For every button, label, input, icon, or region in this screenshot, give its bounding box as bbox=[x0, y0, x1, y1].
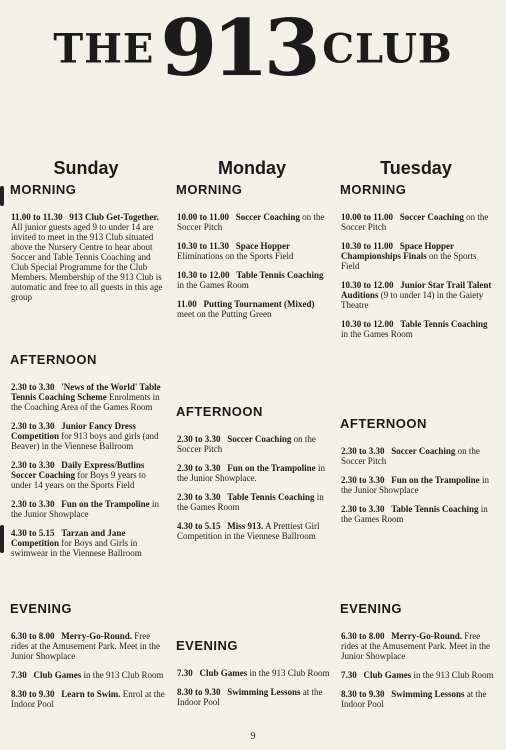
schedule-entry bbox=[177, 463, 331, 483]
schedule-entry bbox=[341, 689, 495, 709]
entry-title: Club Games bbox=[363, 670, 412, 680]
entry-details: on the Sports Field bbox=[341, 251, 477, 271]
entry-details: in the Games Room bbox=[177, 492, 324, 512]
day-heading-monday: Monday bbox=[217, 158, 286, 178]
entry-title: Table Tennis Coaching bbox=[227, 492, 315, 502]
section-label-evening: EVENING bbox=[176, 638, 239, 653]
schedule-entry bbox=[11, 460, 165, 490]
entry-details: Enrolments in the Coaching Area of the Games Room bbox=[11, 392, 160, 412]
page-title bbox=[0, 3, 506, 94]
schedule-entry bbox=[341, 446, 495, 466]
entry-title: Putting Tournament (Mixed) bbox=[203, 299, 315, 309]
entry-time: 2.30 to 3.30 bbox=[11, 382, 55, 392]
entry-details: in the Junior Showplace bbox=[341, 475, 489, 495]
day-heading-sunday: Sunday bbox=[53, 158, 119, 178]
entry-title: Soccer Coaching bbox=[227, 434, 292, 444]
entry-time: 2.30 to 3.30 bbox=[341, 475, 385, 485]
entry-time: 10.30 to 11.00 bbox=[341, 241, 394, 251]
entry-title: 913 Club Get-Together. bbox=[69, 212, 159, 222]
sunday-evening-events bbox=[11, 631, 165, 718]
entry-details: Eliminations on the Sports Field bbox=[177, 251, 294, 261]
schedule-entry bbox=[177, 241, 331, 261]
entry-time: 10.00 to 11.00 bbox=[341, 212, 394, 222]
entry-time: 10.30 to 12.00 bbox=[341, 319, 394, 329]
section-label-evening: EVENING bbox=[10, 601, 73, 616]
entry-title: Tarzan and Jane Competition bbox=[11, 528, 126, 548]
schedule-entry bbox=[11, 631, 165, 661]
section-label-morning: MORNING bbox=[176, 182, 243, 197]
section-label-afternoon: AFTERNOON bbox=[176, 404, 263, 419]
schedule-entry bbox=[177, 492, 331, 512]
monday-afternoon-events bbox=[177, 434, 331, 550]
entry-time: 8.30 to 9.30 bbox=[177, 687, 221, 697]
schedule-entry bbox=[177, 434, 331, 454]
entry-details: on the Soccer Pitch bbox=[177, 434, 316, 454]
schedule-entry bbox=[177, 668, 331, 678]
entry-time: 2.30 to 3.30 bbox=[341, 504, 385, 514]
schedule-entry bbox=[11, 421, 165, 451]
schedule-entry bbox=[341, 475, 495, 495]
schedule-entry bbox=[341, 504, 495, 524]
entry-details: in the Games Room bbox=[177, 280, 249, 290]
binding-mark bbox=[0, 525, 4, 553]
entry-details: A Prettiest Girl Competition in the Viennese Ballroom bbox=[177, 521, 320, 541]
entry-time: 11.00 bbox=[177, 299, 197, 309]
entry-time: 7.30 bbox=[341, 670, 357, 680]
schedule-entry bbox=[177, 270, 331, 290]
entry-title: Club Games bbox=[33, 670, 82, 680]
entry-time: 2.30 to 3.30 bbox=[11, 460, 55, 470]
page-number: 9 bbox=[250, 731, 256, 742]
schedule-entry bbox=[11, 499, 165, 519]
entry-time: 2.30 to 3.30 bbox=[341, 446, 385, 456]
entry-time: 6.30 to 8.00 bbox=[11, 631, 55, 641]
entry-time: 10.30 to 12.00 bbox=[341, 280, 394, 290]
title-the: THE bbox=[53, 25, 155, 73]
schedule-entry bbox=[11, 670, 165, 680]
entry-time: 10.00 to 11.00 bbox=[177, 212, 230, 222]
entry-title: Miss 913. bbox=[227, 521, 264, 531]
sunday-afternoon-events bbox=[11, 382, 165, 567]
section-label-morning: MORNING bbox=[10, 182, 77, 197]
entry-time: 2.30 to 3.30 bbox=[177, 434, 221, 444]
schedule-entry bbox=[11, 382, 165, 412]
entry-details: in the Games Room bbox=[341, 504, 488, 524]
entry-title: Junior Star Trail Talent Auditions bbox=[341, 280, 492, 300]
entry-title: Fun on the Trampoline bbox=[61, 499, 150, 509]
day-heading-tuesday: Tuesday bbox=[380, 158, 452, 178]
entry-time: 7.30 bbox=[11, 670, 27, 680]
entry-details: Enrol at the Indoor Pool bbox=[11, 689, 165, 709]
section-label-morning: MORNING bbox=[340, 182, 407, 197]
entry-title: Table Tennis Coaching bbox=[236, 270, 324, 280]
entry-title: Club Games bbox=[199, 668, 248, 678]
entry-details: in the Junior Showplace bbox=[11, 499, 159, 519]
entry-time: 4.30 to 5.15 bbox=[177, 521, 221, 531]
entry-details: for 913 boys and girls (and Beaver) in the Viennese Ballroom bbox=[11, 431, 159, 451]
entry-details: in the Junior Showplace. bbox=[177, 463, 325, 483]
entry-details: in the Games Room bbox=[341, 329, 413, 339]
schedule-entry bbox=[341, 280, 495, 310]
schedule-entry bbox=[177, 687, 331, 707]
monday-morning-events bbox=[177, 212, 331, 328]
entry-title: Merry-Go-Round. bbox=[61, 631, 132, 641]
entry-details: on the Soccer Pitch bbox=[341, 212, 489, 232]
entry-time: 11.00 to 11.30 bbox=[11, 212, 63, 222]
entry-title: Space Hopper Championships Finals bbox=[341, 241, 454, 261]
entry-details: in the 913 Club Room bbox=[247, 668, 330, 678]
schedule-entry bbox=[177, 212, 331, 232]
entry-title: Space Hopper bbox=[235, 241, 291, 251]
monday-evening-events bbox=[177, 668, 331, 716]
entry-title: Fun on the Trampoline bbox=[227, 463, 316, 473]
section-label-evening: EVENING bbox=[340, 601, 403, 616]
tuesday-afternoon-events bbox=[341, 446, 495, 533]
entry-details: for Boys 9 years to under 14 years on the Sports Field bbox=[11, 470, 146, 490]
entry-details: at the Indoor Pool bbox=[341, 689, 487, 709]
schedule-entry bbox=[341, 631, 495, 661]
entry-title: Soccer Coaching bbox=[391, 446, 456, 456]
schedule-entry bbox=[11, 528, 165, 558]
entry-details: All junior guests aged 9 to under 14 are invited to meet in the 913 Club situated above the Nursery Centre to hear about Soccer and Table Tennis Coaching and Club Special Programme for the Club Members. Membership of the 913 Club is automatic and free to all guests in this age group bbox=[11, 222, 163, 302]
entry-details: at the Indoor Pool bbox=[177, 687, 323, 707]
binding-mark bbox=[0, 186, 4, 206]
schedule-entry bbox=[341, 212, 495, 232]
entry-details: meet on the Putting Green bbox=[177, 309, 272, 319]
schedule-entry bbox=[341, 670, 495, 680]
entry-title: Table Tennis Coaching bbox=[391, 504, 479, 514]
entry-details: Free rides at the Amusement Park. Meet in the Junior Showplace bbox=[11, 631, 160, 661]
section-label-afternoon: AFTERNOON bbox=[10, 352, 97, 367]
entry-time: 4.30 to 5.15 bbox=[11, 528, 55, 538]
entry-time: 2.30 to 3.30 bbox=[11, 499, 55, 509]
schedule-entry bbox=[11, 689, 165, 709]
entry-time: 2.30 to 3.30 bbox=[11, 421, 55, 431]
schedule-entry bbox=[341, 241, 495, 271]
entry-details: on the Soccer Pitch bbox=[177, 212, 325, 232]
entry-title: Soccer Coaching bbox=[235, 212, 300, 222]
entry-title: 'News of the World' Table Tennis Coaching Scheme bbox=[11, 382, 161, 402]
tuesday-evening-events bbox=[341, 631, 495, 718]
entry-details: on the Soccer Pitch bbox=[341, 446, 480, 466]
entry-title: Junior Fancy Dress Competition bbox=[11, 421, 136, 441]
schedule-entry bbox=[341, 319, 495, 339]
entry-details: (9 to under 14) in the Gaiety Theatre bbox=[341, 290, 484, 310]
schedule-entry bbox=[11, 212, 165, 302]
schedule-entry bbox=[177, 299, 331, 319]
entry-title: Swimming Lessons bbox=[227, 687, 301, 697]
title-number: 913 bbox=[160, 3, 316, 94]
entry-details: in the 913 Club Room bbox=[411, 670, 494, 680]
entry-time: 8.30 to 9.30 bbox=[11, 689, 55, 699]
entry-title: Table Tennis Coaching bbox=[400, 319, 488, 329]
sunday-morning-events bbox=[11, 212, 165, 311]
tuesday-morning-events bbox=[341, 212, 495, 348]
section-label-afternoon: AFTERNOON bbox=[340, 416, 427, 431]
title-club: CLUB bbox=[322, 25, 453, 73]
entry-time: 6.30 to 8.00 bbox=[341, 631, 385, 641]
entry-title: Swimming Lessons bbox=[391, 689, 465, 699]
entry-time: 10.30 to 11.30 bbox=[177, 241, 230, 251]
entry-details: Free rides at the Amusement Park. Meet in the Junior Showplace bbox=[341, 631, 490, 661]
entry-title: Fun on the Trampoline bbox=[391, 475, 480, 485]
entry-time: 10.30 to 12.00 bbox=[177, 270, 230, 280]
entry-details: for Boys and Girls in swimwear in the Viennese Ballroom bbox=[11, 538, 142, 558]
entry-title: Soccer Coaching bbox=[399, 212, 464, 222]
schedule-entry bbox=[177, 521, 331, 541]
entry-title: Learn to Swim. bbox=[61, 689, 121, 699]
entry-time: 8.30 to 9.30 bbox=[341, 689, 385, 699]
entry-time: 7.30 bbox=[177, 668, 193, 678]
entry-title: Daily Express/Butlins Soccer Coaching bbox=[11, 460, 145, 480]
entry-details: in the 913 Club Room bbox=[81, 670, 164, 680]
entry-title: Merry-Go-Round. bbox=[391, 631, 462, 641]
entry-time: 2.30 to 3.30 bbox=[177, 492, 221, 502]
entry-time: 2.30 to 3.30 bbox=[177, 463, 221, 473]
